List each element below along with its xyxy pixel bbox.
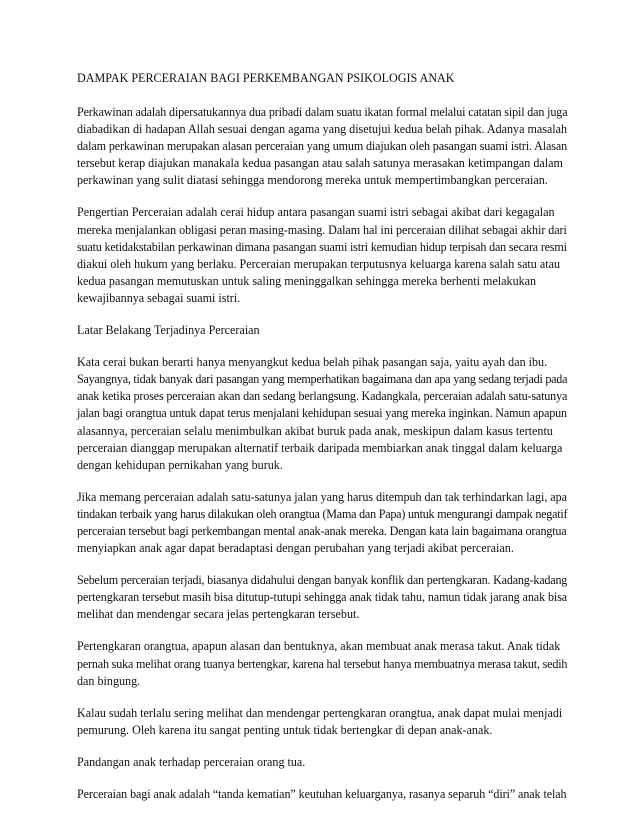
paragraph — [77, 754, 567, 771]
paragraph — [77, 104, 567, 189]
text-line: Perkawinan adalah dipersatukannya dua pribadi dalam suatu ikatan formal melalui catatan sipil dan juga — [77, 105, 568, 119]
paragraph — [77, 489, 567, 557]
text-line: kewajibannya sebagai suami istri. — [77, 290, 241, 305]
text-line: Latar Belakang Terjadinya Perceraian — [77, 323, 260, 338]
text-line: diakui oleh hukum yang berlaku. Perceraian merupakan terputusnya keluarga karena salah satu atau — [77, 256, 561, 271]
text-line: suatu ketidakstabilan perkawinan dimana pasangan suami istri kemudian hidup terpisah dan secara resmi — [77, 239, 567, 254]
text-line: Perceraian bagi anak adalah “tanda kematian” keutuhan keluarganya, rasanya separuh “diri” anak telah — [77, 787, 567, 801]
text-line: Pengertian Perceraian adalah cerai hidup antara pasangan suami istri sebagai akibat dari kegagalan — [77, 205, 555, 220]
text-line: dalam perkawinan merupakan alasan perceraian yang umum diajukan oleh pasangan suami istri. Alasan — [77, 139, 568, 154]
text-line: tindakan terbaik yang harus dilakukan oleh orangtua (Mama dan Papa) untuk mengurangi dampak negatif — [77, 506, 568, 521]
text-line: anak ketika proses perceraian akan dan sedang berlangsung. Kadangkala, perceraian adalah satu-satunya — [77, 389, 568, 404]
text-line: alasannya, perceraian selalu menimbulkan akibat buruk pada anak, meskipun dalam kasus tertentu — [77, 423, 553, 438]
text-line: Kalau sudah terlalu sering melihat dan mendengar pertengkaran orangtua, anak dapat mulai menjadi — [77, 705, 563, 720]
text-line: Kata cerai bukan berarti hanya menyangkut kedua belah pihak pasangan saja, yaitu ayah dan ibu. — [77, 355, 548, 370]
text-line: perceraian tersebut bagi perkembangan mental anak-anak mereka. Dengan kata lain bagaimana orangtua — [77, 523, 567, 538]
text-line: menyiapkan anak agar dapat beradaptasi dengan perubahan yang terjadi akibat perceraian. — [77, 541, 514, 556]
text-line: pernah suka melihat orang tuanya bertengkar, karena hal tersebut hanya membuatnya merasa takut, sedih — [77, 656, 568, 671]
text-line: perceraian dianggap merupakan alternatif terbaik daripada membiarkan anak tinggal dalam keluarga — [77, 440, 563, 455]
text-line: Pandangan anak terhadap perceraian orang tua. — [77, 754, 306, 769]
text-line: kedua pasangan memutuskan untuk saling meninggalkan sehingga mereka berhenti melakukan — [77, 273, 537, 288]
text-line: Sebelum perceraian terjadi, biasanya didahului dengan banyak konflik dan pertengkaran. Kadang-kadang — [77, 573, 568, 588]
text-line: Pertengkaran orangtua, apapun alasan dan bentuknya, akan membuat anak merasa takut. Anak tidak — [77, 639, 561, 654]
paragraph — [77, 322, 567, 339]
text-line: dengan kehidupan pernikahan yang buruk. — [77, 457, 283, 472]
text-line: pemurung. Oleh karena itu sangat penting untuk tidak bertengkar di depan anak-anak. — [77, 722, 493, 737]
text-line: mereka menjalankan obligasi peran masing-masing. Dalam hal ini perceraian dilihat sebagai akhir dari — [77, 222, 567, 237]
text-line: diabadikan di hadapan Allah sesuai dengan agama yang disetujui kedua belah pihak. Adanya masalah — [77, 122, 568, 137]
text-line: dan bingung. — [77, 673, 141, 688]
text-line: perkawinan yang sulit diatasi sehingga mendorong mereka untuk mempertimbangkan perceraian. — [77, 173, 548, 188]
paragraph — [77, 354, 567, 474]
document-title: DAMPAK PERCERAIAN BAGI PERKEMBANGAN PSIKOLOGIS ANAK — [77, 71, 455, 85]
text-line: melihat dan mendengar secara jelas pertengkaran tersebut. — [77, 607, 360, 622]
paragraph — [77, 786, 567, 803]
paragraph — [77, 572, 567, 623]
text-line: pertengkaran tersebut masih bisa ditutup-tutupi sehingga anak tidak tahu, namun tidak jarang anak bisa — [77, 590, 568, 605]
paragraph — [77, 705, 567, 739]
text-line: tersebut kerap diajukan manakala kedua pasangan atau salah satunya merasakan ketimpangan dalam — [77, 156, 563, 171]
text-line: jalan bagi orangtua untuk dapat terus menjalani kehidupan sesuai yang mereka inginkan. Namun apapun — [77, 406, 567, 421]
document-page — [77, 70, 567, 818]
paragraph — [77, 204, 567, 307]
text-line: Sayangnya, tidak banyak dari pasangan yang memperhatikan bagaimana dan apa yang sedang terjadi pada — [77, 372, 568, 387]
text-line: Jika memang perceraian adalah satu-satunya jalan yang harus ditempuh dan tak terhindarkan lagi, apa — [77, 489, 567, 504]
document-body — [77, 104, 567, 803]
paragraph — [77, 638, 567, 689]
